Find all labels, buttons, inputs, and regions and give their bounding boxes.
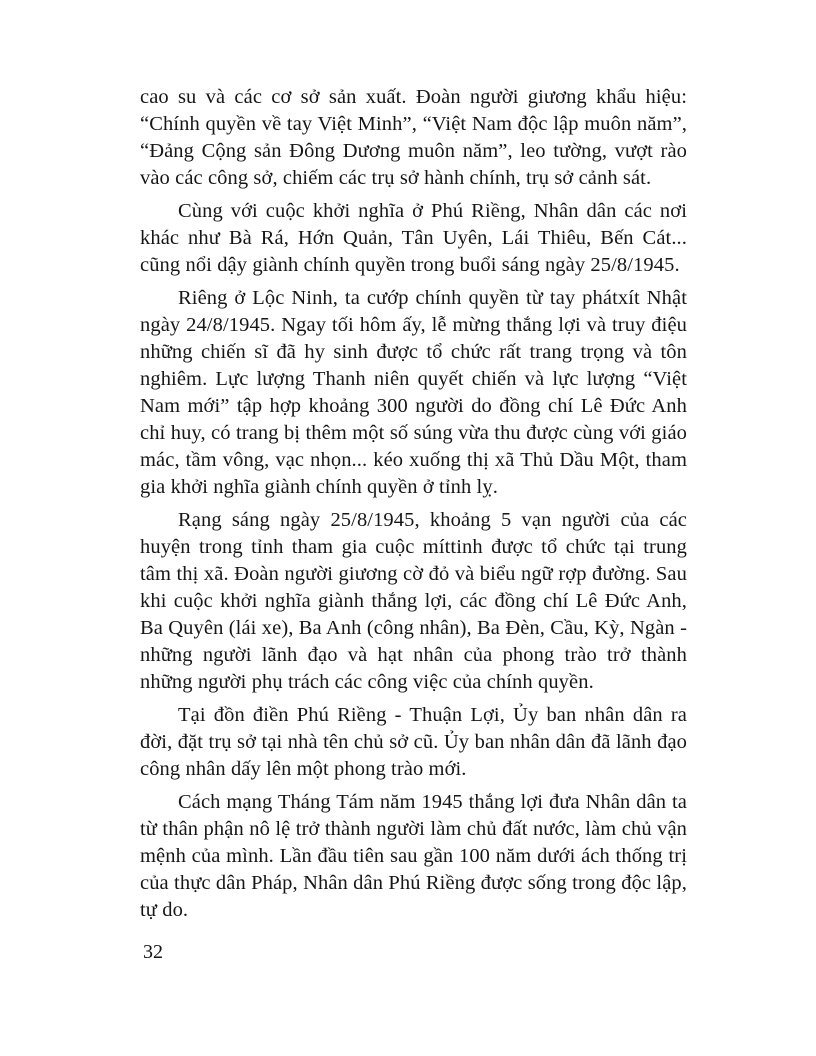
paragraph: cao su và các cơ sở sản xuất. Đoàn người giương khẩu hiệu: “Chính quyền về tay Việt Minh”, “Việt Nam độc lập muôn năm”, “Đảng Cộng sản Đông Dương muôn năm”, leo tường, vượt rào vào các công sở, chiếm các trụ sở hành chính, trụ sở cảnh sát. (140, 86, 687, 189)
paragraph: Cách mạng Tháng Tám năm 1945 thắng lợi đưa Nhân dân ta từ thân phận nô lệ trở thành người làm chủ đất nước, làm chủ vận mệnh của mình. Lần đầu tiên sau gần 100 năm dưới ách thống trị của thực dân Pháp, Nhân dân Phú Riềng được sống trong độc lập, tự do. (140, 791, 687, 921)
paragraph: Tại đồn điền Phú Riềng - Thuận Lợi, Ủy ban nhân dân ra đời, đặt trụ sở tại nhà tên chủ sở cũ. Ủy ban nhân dân đã lãnh đạo công nhân dấy lên một phong trào mới. (140, 704, 687, 780)
page-number: 32 (143, 941, 163, 963)
page-text-block (140, 84, 687, 930)
paragraph: Riêng ở Lộc Ninh, ta cướp chính quyền từ tay phátxít Nhật ngày 24/8/1945. Ngay tối hôm ấy, lễ mừng thắng lợi và truy điệu những chiến sĩ đã hy sinh được tổ chức rất trang trọng và tôn nghiêm. Lực lượng Thanh niên quyết chiến và lực lượng “Việt Nam mới” tập hợp khoảng 300 người do đồng chí Lê Đức Anh chỉ huy, có trang bị thêm một số súng vừa thu được cùng với giáo mác, tầm vông, vạc nhọn... kéo xuống thị xã Thủ Dầu Một, tham gia khởi nghĩa giành chính quyền ở tỉnh lỵ. (140, 287, 687, 498)
paragraph: Rạng sáng ngày 25/8/1945, khoảng 5 vạn người của các huyện trong tỉnh tham gia cuộc míttinh được tổ chức tại trung tâm thị xã. Đoàn người giương cờ đỏ và biểu ngữ rợp đường. Sau khi cuộc khởi nghĩa giành thắng lợi, các đồng chí Lê Đức Anh, Ba Quyên (lái xe), Ba Anh (công nhân), Ba Đèn, Cầu, Kỳ, Ngàn - những người lãnh đạo và hạt nhân của phong trào trở thành những người phụ trách các công việc của chính quyền. (140, 509, 687, 693)
paragraph: Cùng với cuộc khởi nghĩa ở Phú Riềng, Nhân dân các nơi khác như Bà Rá, Hớn Quản, Tân Uyên, Lái Thiêu, Bến Cát... cũng nổi dậy giành chính quyền trong buổi sáng ngày 25/8/1945. (140, 200, 687, 276)
